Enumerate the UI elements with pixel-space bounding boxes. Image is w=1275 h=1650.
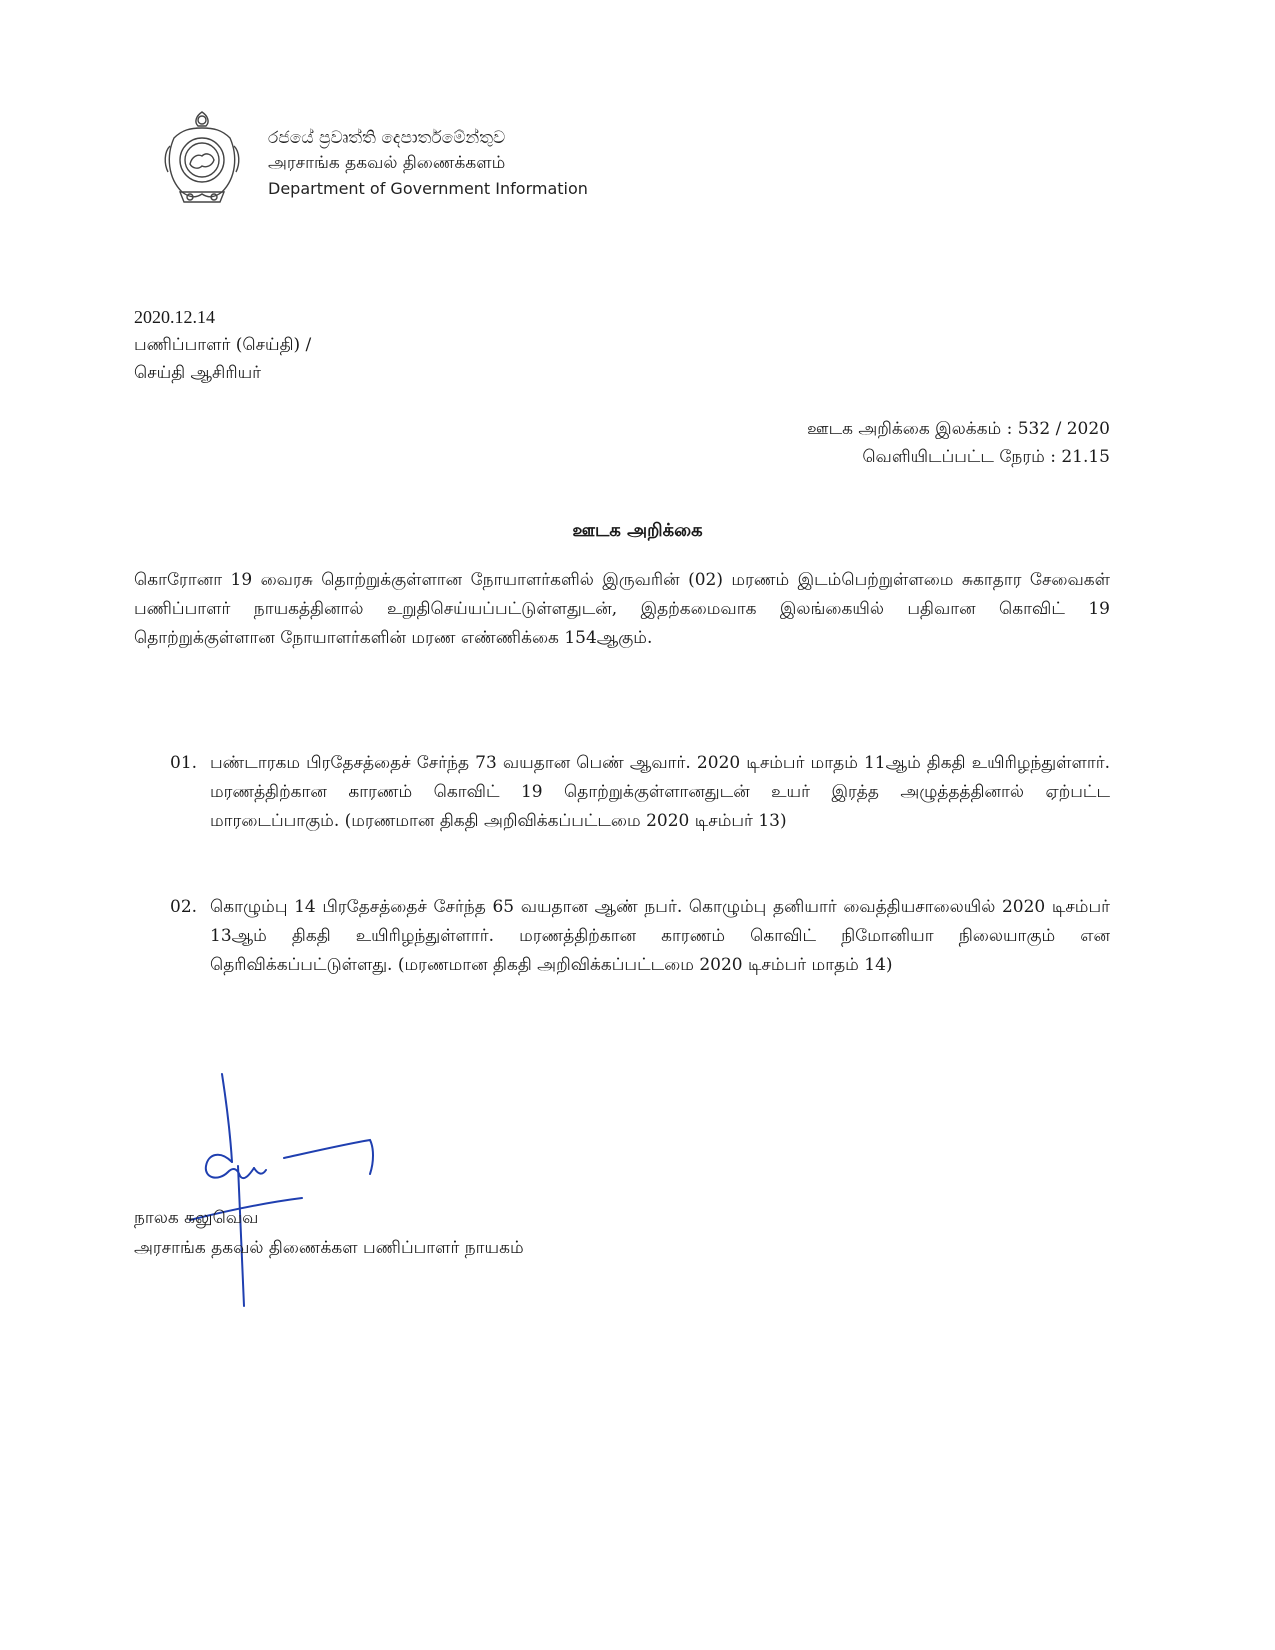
department-name-sinhala: රජයේ ප්‍රවෘත්ති දෙපාර්තමේන්තුව [268, 128, 506, 148]
letterhead [160, 108, 620, 208]
list-item [170, 893, 1110, 980]
reference-block [640, 415, 1110, 471]
handwritten-signature [130, 1070, 410, 1310]
addressee-line-1: பணிப்பாளர் (செய்தி) / [134, 335, 312, 355]
release-number: ஊடக அறிக்கை இலக்கம் : 532 / 2020 [807, 419, 1110, 439]
item-text: பண்டாரகம பிரதேசத்தைச் சேர்ந்த 73 வயதான பெண் ஆவார். 2020 டிசம்பர் மாதம் 11ஆம் திகதி உயிரிழந்துள்ளார். மரணத்திற்கான காரணம் கொவிட் 19 தொற்றுக்குள்ளானதுடன் உயர் இரத்த அழுத்தத்தினால் ஏற்பட்ட மாரடைப்பாகும். (மரணமான திகதி அறிவிக்கப்பட்டமை 2020 டிசம்பர் 13) [210, 753, 1110, 831]
item-number: 02. [170, 897, 198, 917]
release-date: 2020.12.14 [134, 307, 215, 327]
document-title: ஊடக அறிக்கை [572, 520, 703, 541]
release-time: வெளியிடப்பட்ட நேரம் : 21.15 [862, 447, 1110, 467]
item-text: கொழும்பு 14 பிரதேசத்தைச் சேர்ந்த 65 வயதான ஆண் நபர். கொழும்பு தனியார் வைத்தியசாலையில் 2020 டிசம்பர் 13ஆம் திகதி உயிரிழந்துள்ளார். மரணத்திற்கான காரணம் கொவிட் நிமோனியா நிலையாகும் என தெரிவிக்கப்பட்டுள்ளது. (மரணமான திகதி அறிவிக்கப்பட்டமை 2020 டிசம்பர் மாதம் 14) [210, 897, 1110, 975]
addressee-block [134, 303, 311, 387]
signer-title: அரசாங்க தகவல் திணைக்கள பணிப்பாளர் நாயகம் [134, 1238, 524, 1258]
department-name-english: Department of Government Information [268, 179, 588, 198]
case-list [170, 749, 1110, 980]
signer-block [134, 1203, 524, 1263]
department-name-block [268, 126, 588, 201]
intro-paragraph: கொரோனா 19 வைரசு தொற்றுக்குள்ளான நோயாளர்களில் இருவரின் (02) மரணம் இடம்பெற்றுள்ளமை சுகாதார சேவைகள் பணிப்பாளர் நாயகத்தினால் உறுதிசெய்யப்பட்டுள்ளதுடன், இதற்கமைவாக இலங்கையில் பதிவான கொவிட் 19 தொற்றுக்குள்ளான நோயாளர்களின் மரண எண்ணிக்கை 154ஆகும். [134, 570, 1110, 648]
item-number: 01. [170, 753, 198, 773]
department-name-tamil: அரசாங்க தகவல் திணைக்களம் [268, 153, 506, 173]
addressee-line-2: செய்தி ஆசிரியர் [134, 363, 262, 383]
list-item [170, 749, 1110, 836]
sri-lanka-emblem-icon [160, 108, 244, 208]
signer-name: நாலக கலுவெவ [134, 1208, 259, 1228]
